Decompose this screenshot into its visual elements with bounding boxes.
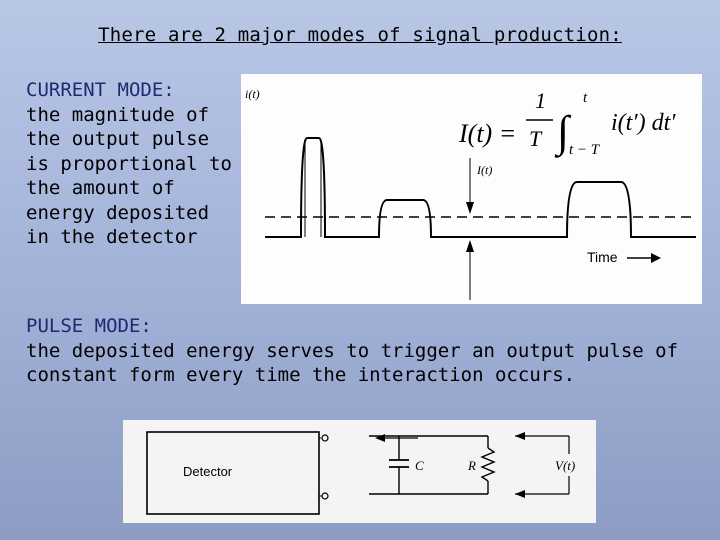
output-arrowhead-bottom bbox=[515, 490, 525, 498]
equation-lhs: I(t) = bbox=[459, 119, 517, 148]
equation-int-upper: t bbox=[583, 90, 588, 106]
current-mode-line: the amount of bbox=[26, 177, 175, 199]
equation-int-lower: t − T bbox=[569, 142, 600, 158]
current-mode-line: the output pulse bbox=[26, 128, 210, 150]
circuit-diagram bbox=[123, 420, 596, 523]
terminal-top bbox=[322, 435, 328, 441]
y-axis-label: i(t) bbox=[245, 87, 260, 101]
current-mode-figure bbox=[241, 74, 702, 304]
current-mode-heading: CURRENT MODE: bbox=[26, 79, 175, 101]
x-axis-label: Time bbox=[587, 249, 618, 265]
current-mode-line: is proportional to bbox=[26, 152, 232, 175]
pulse-mode-line: constant form every time the interaction occurs. bbox=[26, 364, 576, 386]
resistor-label: R bbox=[468, 458, 476, 473]
output-arrowhead-top bbox=[515, 432, 525, 440]
pulse-mode-heading: PULSE MODE: bbox=[26, 315, 152, 337]
integral-sign: ∫ bbox=[557, 107, 570, 156]
slide-title: There are 2 major modes of signal production: bbox=[98, 24, 622, 46]
current-mode-line: in the detector bbox=[26, 226, 198, 248]
signal-arrowhead bbox=[375, 434, 385, 442]
equation-integrand: i(t′) dt′ bbox=[611, 110, 676, 136]
current-mode-line: the magnitude of bbox=[26, 103, 210, 126]
current-mode-text bbox=[26, 78, 236, 250]
pulse-mode-text bbox=[26, 314, 706, 388]
marker-arrowhead-up bbox=[466, 240, 474, 252]
current-mode-line: energy deposited bbox=[26, 201, 210, 224]
capacitor-label: C bbox=[415, 458, 424, 473]
equation-fraction-denominator: T bbox=[529, 126, 542, 151]
current-mode-plot bbox=[241, 74, 702, 304]
pulse-mode-line: the deposited energy serves to trigger an output pulse of bbox=[26, 339, 679, 362]
voltage-label: V(t) bbox=[555, 458, 576, 473]
marker-arrowhead-down bbox=[466, 202, 474, 214]
pulse-outline bbox=[305, 144, 321, 237]
pulse-mode-circuit-figure bbox=[123, 420, 596, 523]
terminal-bottom bbox=[322, 493, 328, 499]
marker-label: I(t) bbox=[477, 163, 493, 177]
current-signal-trace bbox=[265, 138, 696, 237]
equation-fraction-numerator: 1 bbox=[535, 88, 546, 113]
detector-box bbox=[147, 432, 319, 514]
time-arrowhead bbox=[651, 253, 661, 263]
resistor bbox=[482, 448, 494, 481]
detector-label: Detector bbox=[183, 464, 233, 479]
